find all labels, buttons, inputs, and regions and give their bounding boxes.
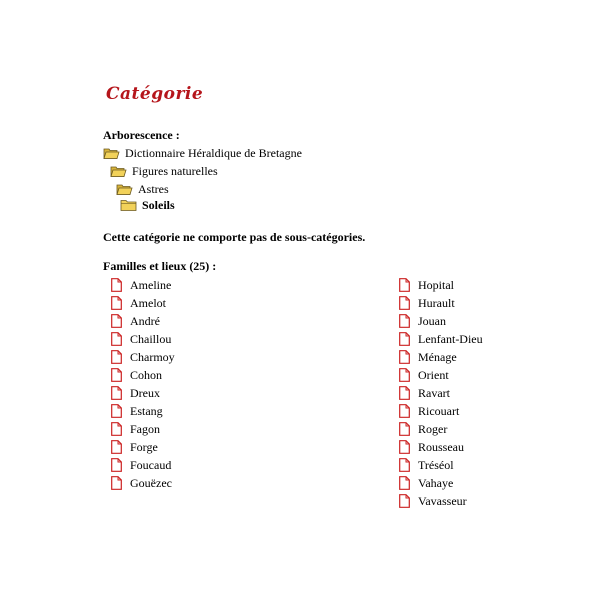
document-icon xyxy=(399,314,410,328)
family-link[interactable] xyxy=(111,331,171,347)
subcategories-note: Cette catégorie ne comporte pas de sous-catégories. xyxy=(103,230,366,244)
family-link[interactable] xyxy=(111,457,171,473)
document-icon xyxy=(399,368,410,382)
family-link[interactable] xyxy=(111,421,160,437)
document-icon xyxy=(399,494,410,508)
document-icon xyxy=(399,440,410,454)
open-folder-icon xyxy=(116,182,133,196)
document-icon xyxy=(111,476,122,490)
tree-item-label: Astres xyxy=(138,181,169,196)
document-icon xyxy=(111,422,122,436)
family-link[interactable] xyxy=(399,313,446,329)
page-title: Catégorie xyxy=(106,84,204,104)
document-icon xyxy=(111,368,122,382)
family-link[interactable] xyxy=(399,349,457,365)
document-icon xyxy=(399,404,410,418)
family-name: Cohon xyxy=(130,367,163,382)
tree-item-label: Soleils xyxy=(142,197,175,212)
document-icon xyxy=(111,386,122,400)
tree-item-label: Dictionnaire Héraldique de Bretagne xyxy=(125,145,302,160)
document-icon xyxy=(399,350,410,364)
family-name: Fagon xyxy=(130,421,160,436)
open-folder-icon xyxy=(110,164,127,178)
tree-item-soleils xyxy=(120,197,175,213)
document-icon xyxy=(399,458,410,472)
family-link[interactable] xyxy=(399,493,467,509)
family-link[interactable] xyxy=(399,457,454,473)
document-icon xyxy=(111,278,122,292)
document-icon xyxy=(111,350,122,364)
family-link[interactable] xyxy=(111,349,175,365)
document-icon xyxy=(111,440,122,454)
family-name: Vahaye xyxy=(418,475,454,490)
family-name: Gouëzec xyxy=(130,475,172,490)
family-link[interactable] xyxy=(111,403,163,419)
document-icon xyxy=(111,314,122,328)
family-name: Charmoy xyxy=(130,349,175,364)
family-link[interactable] xyxy=(399,367,449,383)
family-name: Ricouart xyxy=(418,403,460,418)
tree-label: Arborescence : xyxy=(103,128,180,142)
family-link[interactable] xyxy=(399,421,447,437)
document-icon xyxy=(111,404,122,418)
family-link[interactable] xyxy=(399,277,454,293)
family-link[interactable] xyxy=(111,313,160,329)
family-name: Estang xyxy=(130,403,163,418)
document-icon xyxy=(111,332,122,346)
open-folder-icon xyxy=(103,146,120,160)
families-label: Familles et lieux (25) : xyxy=(103,259,217,273)
family-link[interactable] xyxy=(399,475,453,491)
family-name: Rousseau xyxy=(418,439,464,454)
family-name: Ravart xyxy=(418,385,450,400)
family-name: Vavasseur xyxy=(418,493,467,508)
document-icon xyxy=(399,476,410,490)
family-link[interactable] xyxy=(399,331,483,347)
family-link[interactable] xyxy=(399,295,455,311)
family-link[interactable] xyxy=(399,385,450,401)
family-name: Ménage xyxy=(418,349,457,364)
family-name: André xyxy=(130,313,160,328)
closed-folder-icon xyxy=(120,198,137,212)
family-name: Tréséol xyxy=(418,457,454,472)
family-name: Ameline xyxy=(130,277,172,292)
family-name: Foucaud xyxy=(130,457,172,472)
tree-item-dictionnaire[interactable] xyxy=(103,145,302,161)
tree-item-figures-naturelles[interactable] xyxy=(110,163,218,179)
family-name: Orient xyxy=(418,367,449,382)
document-icon xyxy=(399,296,410,310)
family-link[interactable] xyxy=(399,403,459,419)
family-link[interactable] xyxy=(111,277,171,293)
family-name: Roger xyxy=(418,421,448,436)
family-link[interactable] xyxy=(399,439,464,455)
family-link[interactable] xyxy=(111,295,166,311)
family-link[interactable] xyxy=(111,475,172,491)
family-name: Amelot xyxy=(130,295,166,310)
family-name: Forge xyxy=(130,439,158,454)
document-icon xyxy=(399,278,410,292)
family-link[interactable] xyxy=(111,385,160,401)
family-name: Dreux xyxy=(130,385,160,400)
document-icon xyxy=(111,296,122,310)
document-icon xyxy=(111,458,122,472)
tree-item-label: Figures naturelles xyxy=(132,163,218,178)
document-icon xyxy=(399,386,410,400)
family-name: Hopital xyxy=(418,277,454,292)
family-name: Jouan xyxy=(418,313,446,328)
family-name: Lenfant-Dieu xyxy=(418,331,483,346)
family-link[interactable] xyxy=(111,439,158,455)
family-name: Hurault xyxy=(418,295,455,310)
document-icon xyxy=(399,422,410,436)
tree-item-astres[interactable] xyxy=(116,181,169,197)
family-name: Chaillou xyxy=(130,331,172,346)
document-icon xyxy=(399,332,410,346)
family-link[interactable] xyxy=(111,367,162,383)
